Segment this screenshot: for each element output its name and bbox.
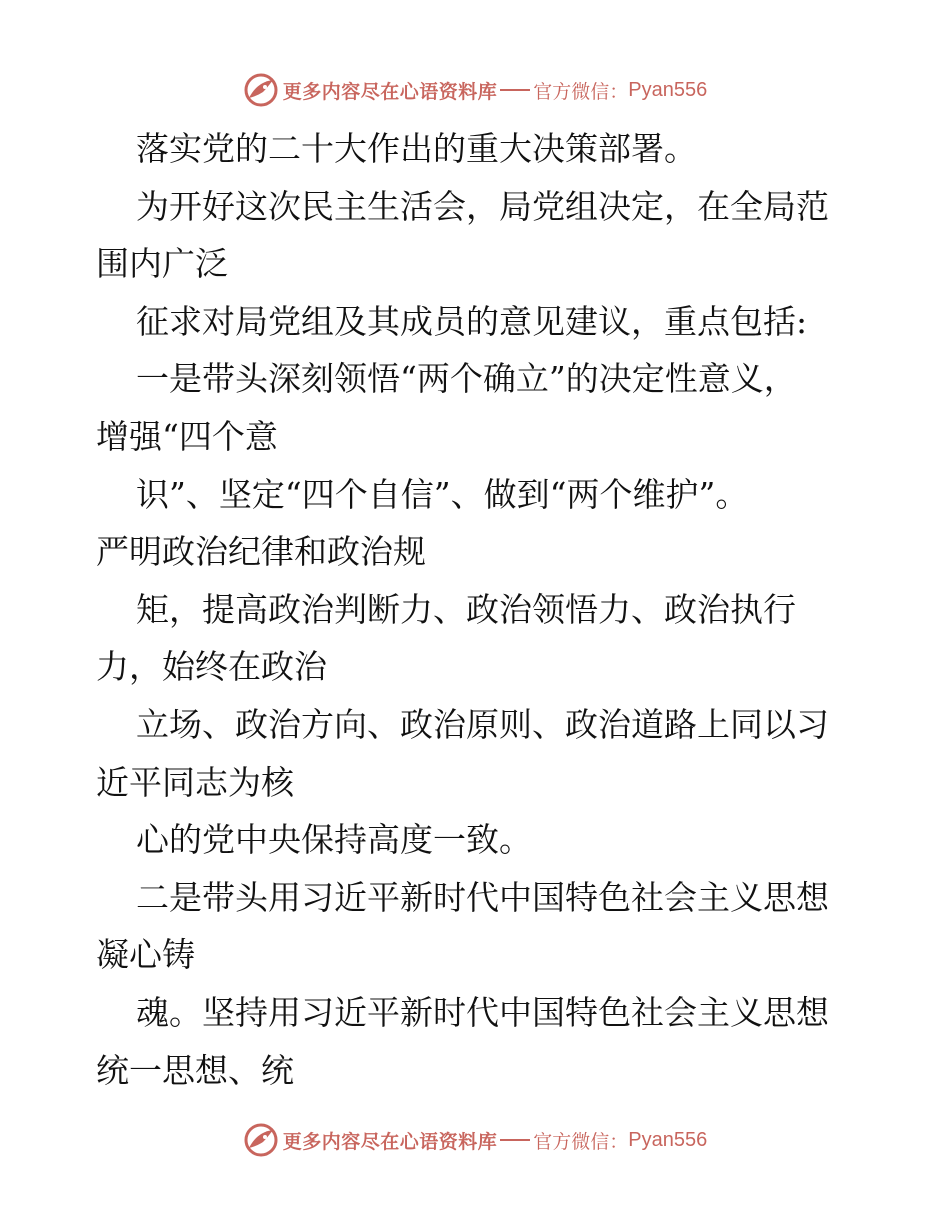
banner-sub-text: 官方微信： [533, 80, 629, 103]
text-line: 落实党的二十大作出的重大决策部署。 [136, 129, 697, 168]
banner-dash [500, 89, 530, 91]
banner-main-text: 更多内容尽在心语资料库 [282, 1130, 498, 1153]
text-line: 征求对局党组及其成员的意见建议，重点包括: [136, 301, 808, 341]
banner-sub-text: 官方微信： [533, 1130, 629, 1153]
text-line: 凝心铸 [96, 935, 195, 975]
text-line: 围内广泛 [96, 244, 228, 284]
pen-nib-logo-icon [243, 72, 279, 108]
text-line: 心的党中央保持高度一致。 [136, 820, 532, 860]
text-line: 近平同志为核 [96, 762, 294, 802]
banner-dash [500, 1139, 530, 1141]
banner-handle: Pyan556 [628, 1128, 708, 1151]
footer-banner [0, 1120, 950, 1160]
text-line: 增强“四个意 [96, 416, 278, 456]
text-line: 魂。坚持用习近平新时代中国特色社会主义思想 [136, 992, 829, 1032]
text-line: 立场、政治方向、政治原则、政治道路上同以习 [136, 704, 829, 744]
banner-main-text: 更多内容尽在心语资料库 [282, 80, 498, 103]
document-body [96, 120, 856, 1099]
text-line: 二是带头用习近平新时代中国特色社会主义思想 [136, 877, 829, 917]
banner-handle: Pyan556 [628, 78, 708, 101]
text-line: 为开好这次民主生活会，局党组决定，在全局范 [136, 186, 829, 226]
text-line: 一是带头深刻领悟“两个确立”的决定性意义， [136, 359, 797, 399]
text-line: 严明政治纪律和政治规 [96, 532, 426, 572]
header-banner [0, 70, 950, 110]
text-line: 力，始终在政治 [96, 647, 327, 687]
pen-nib-logo-icon [243, 1122, 279, 1158]
text-line: 统一思想、统 [96, 1050, 294, 1090]
text-line: 识”、坚定“四个自信”、做到“两个维护”。 [136, 474, 749, 514]
text-line: 矩，提高政治判断力、政治领悟力、政治执行 [136, 589, 796, 629]
